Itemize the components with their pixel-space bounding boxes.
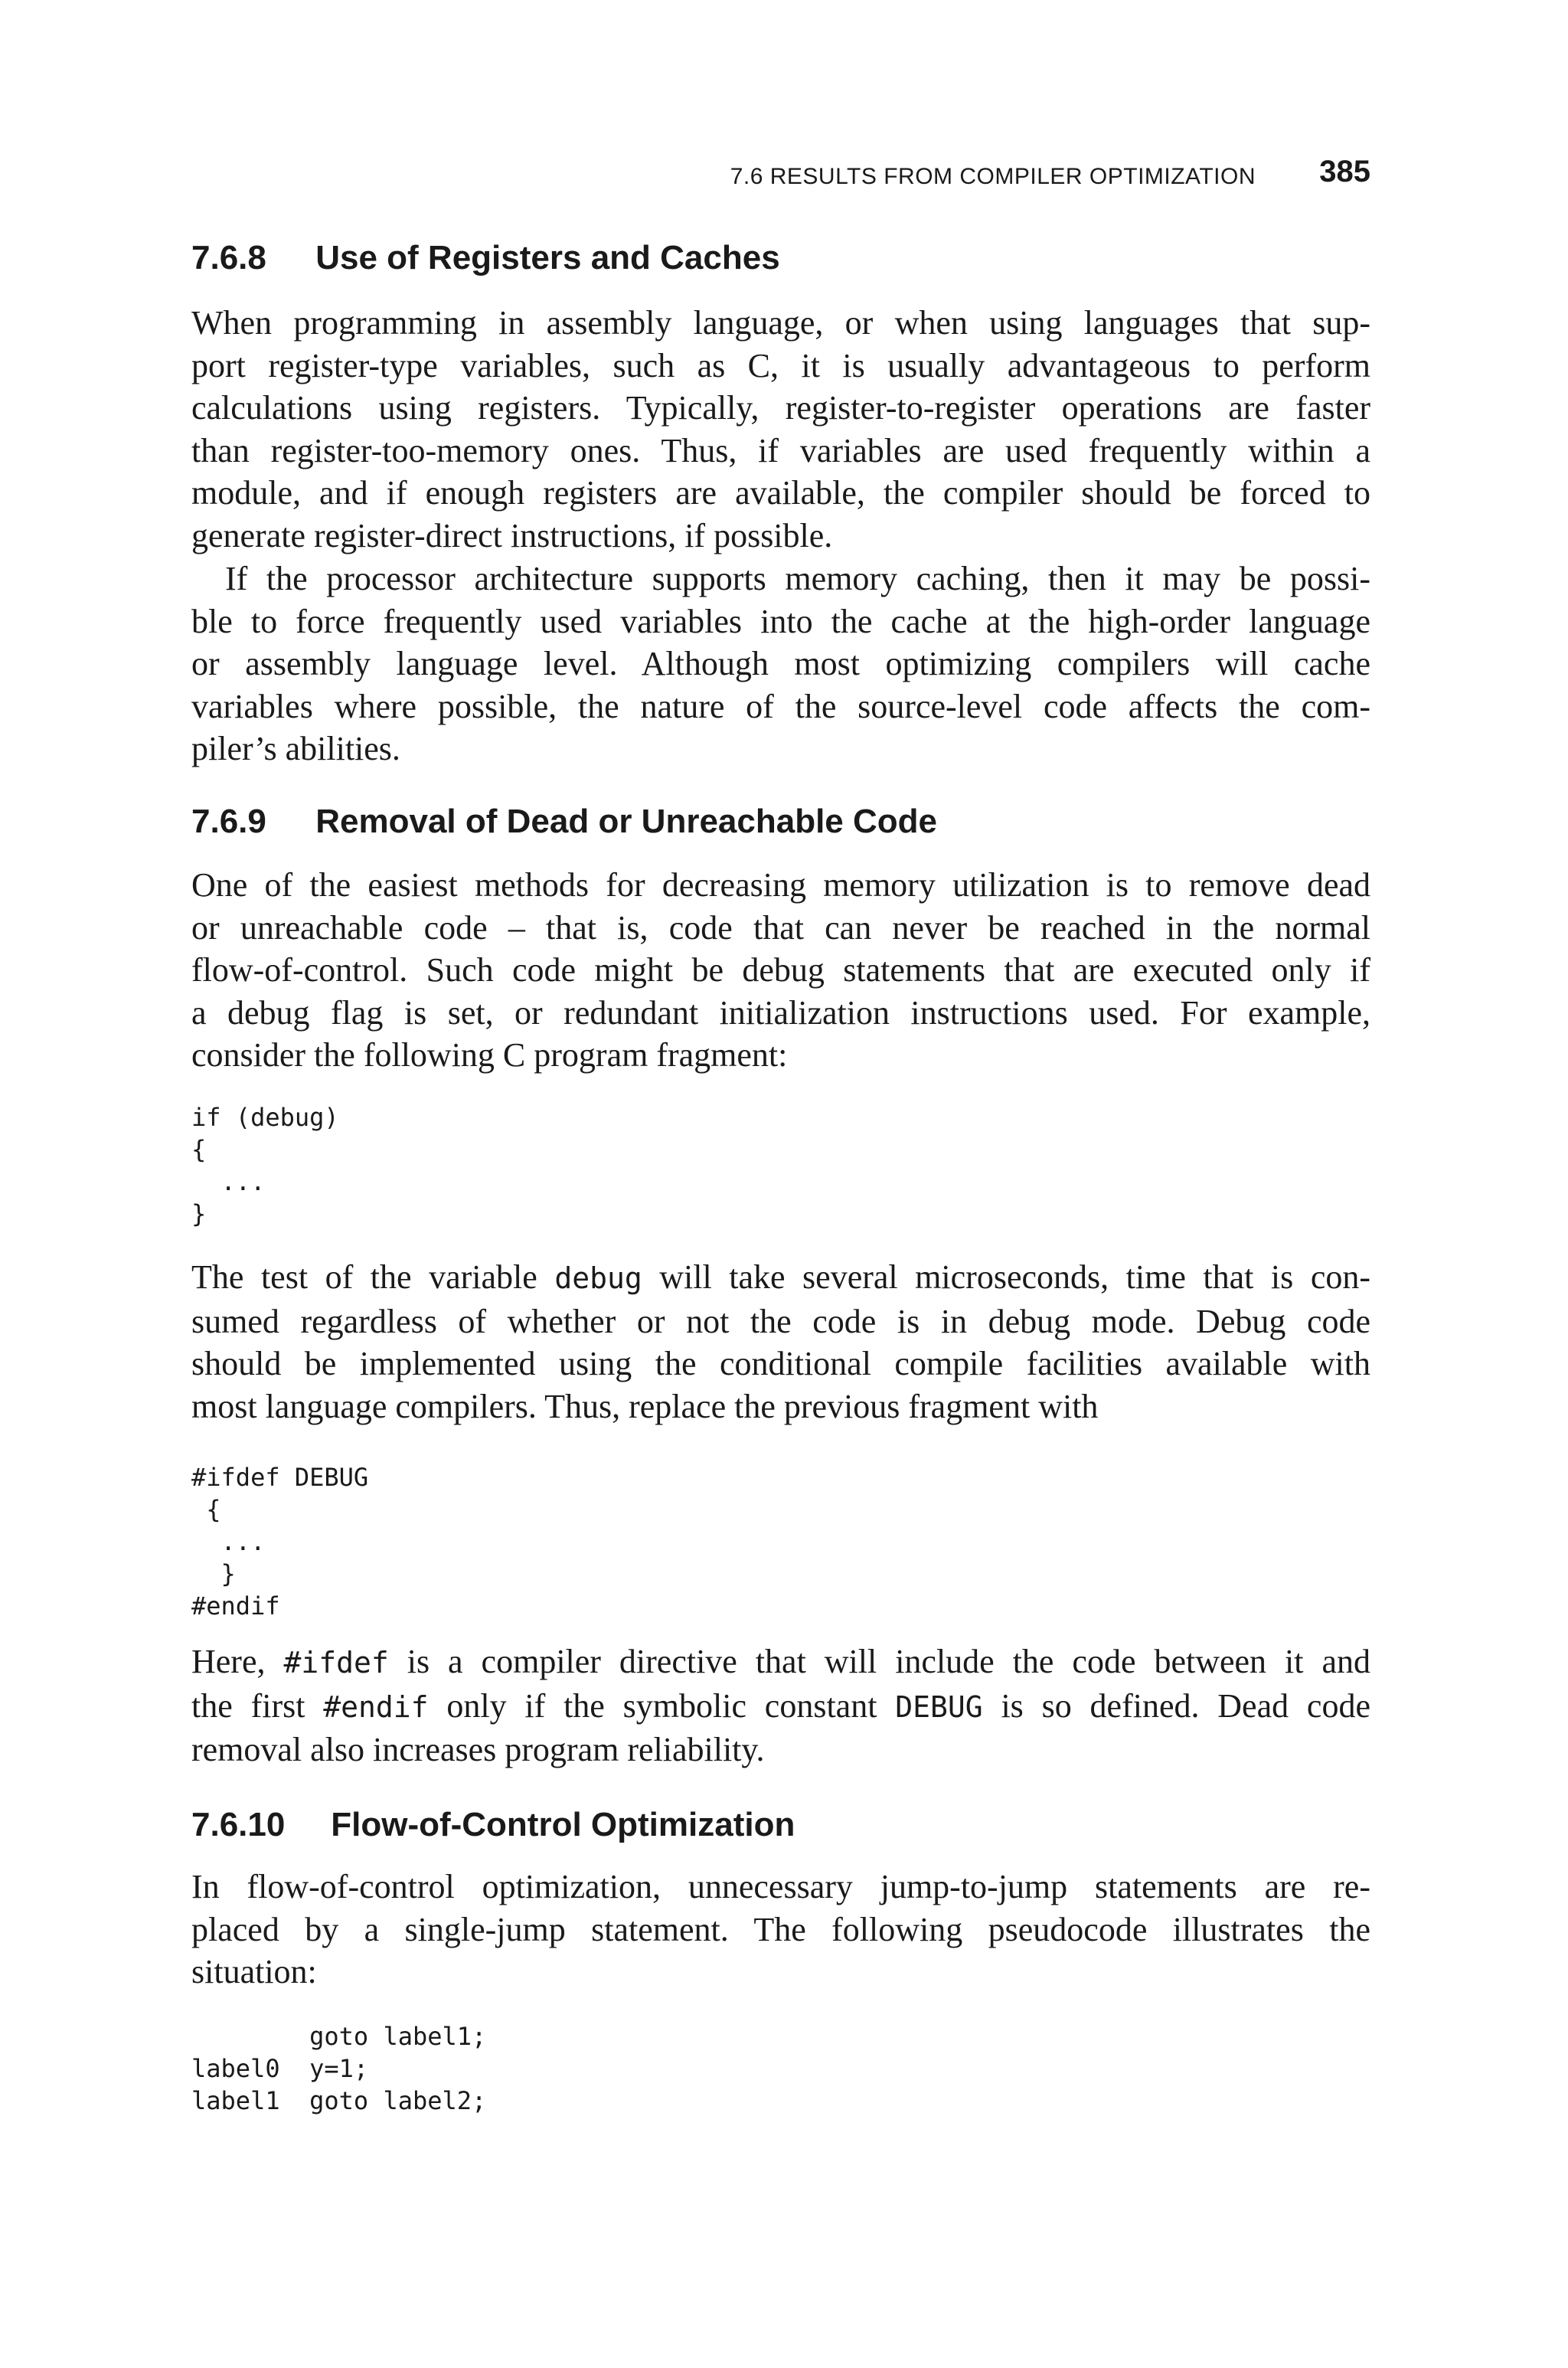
code-block-debug-if: if (debug) { ... } bbox=[191, 1103, 339, 1228]
text-line: the first #endif only if the symbolic constant DEBUG is so defined. Dead code bbox=[191, 1686, 1370, 1725]
inline-code: #endif bbox=[323, 1689, 429, 1724]
running-head bbox=[191, 153, 1370, 199]
paragraph-dead-code bbox=[191, 864, 1370, 1077]
paragraph-registers bbox=[191, 302, 1370, 558]
page-number: 385 bbox=[1319, 155, 1370, 188]
paragraph-ifdef-explanation bbox=[191, 1640, 1370, 1771]
text-line: Here, #ifdef is a compiler directive that will include the code between it and bbox=[191, 1643, 1370, 1680]
section-number: 7.6.9 bbox=[191, 803, 266, 840]
paragraph-caches bbox=[191, 558, 1370, 770]
text-line: In flow-of-control optimization, unnecessary jump-to-jump statements are re- bbox=[191, 1868, 1370, 1905]
text-line: piler’s abilities. bbox=[191, 730, 400, 768]
text-line: generate register-direct instructions, if possible. bbox=[191, 516, 833, 554]
code-block-goto-pseudocode: goto label1; label0 y=1; label1 goto label2; bbox=[191, 2022, 487, 2115]
text-line: consider the following C program fragment: bbox=[191, 1036, 788, 1074]
inline-code: debug bbox=[554, 1261, 642, 1295]
text-line: situation: bbox=[191, 1953, 317, 1991]
section-heading-7-6-10 bbox=[191, 1806, 795, 1844]
text-line: When programming in assembly language, or when using languages that sup- bbox=[191, 304, 1370, 342]
running-head-title: 7.6 RESULTS FROM COMPILER OPTIMIZATION bbox=[730, 164, 1256, 189]
section-title: Removal of Dead or Unreachable Code bbox=[315, 803, 937, 840]
section-heading-7-6-8 bbox=[191, 239, 780, 277]
text-line: port register-type variables, such as C, it is usually advantageous to perform bbox=[191, 346, 1370, 384]
text-line: module, and if enough registers are available, the compiler should be forced to bbox=[191, 474, 1370, 512]
text-line: One of the easiest methods for decreasing memory utilization is to remove dead bbox=[191, 866, 1370, 904]
text-line: a debug flag is set, or redundant initialization instructions used. For example, bbox=[191, 993, 1370, 1032]
text-line: flow-of-control. Such code might be debug statements that are executed only if bbox=[191, 951, 1370, 989]
text-line: removal also increases program reliability. bbox=[191, 1731, 765, 1769]
text-line: most language compilers. Thus, replace the previous fragment with bbox=[191, 1387, 1099, 1425]
section-title: Use of Registers and Caches bbox=[315, 239, 780, 276]
text-line: or unreachable code – that is, code that can never be reached in the normal bbox=[191, 908, 1370, 947]
text-line: If the processor architecture supports memory caching, then it may be possi- bbox=[225, 560, 1370, 597]
paragraph-flow-of-control bbox=[191, 1866, 1370, 1994]
inline-code: DEBUG bbox=[895, 1689, 983, 1724]
section-title: Flow-of-Control Optimization bbox=[331, 1806, 795, 1843]
text-line: The test of the variable debug will take several microseconds, time that is con- bbox=[191, 1258, 1370, 1296]
text-line: placed by a single-jump statement. The following pseudocode illustrates the bbox=[191, 1910, 1370, 1948]
text-line: variables where possible, the nature of the source-level code affects the com- bbox=[191, 687, 1370, 725]
text-line: ble to force frequently used variables into the cache at the high-order language bbox=[191, 602, 1370, 640]
text-line: calculations using registers. Typically, register-to-register operations are faster bbox=[191, 389, 1370, 427]
text-line: or assembly language level. Although most optimizing compilers will cache bbox=[191, 645, 1370, 683]
paragraph-debug-test bbox=[191, 1256, 1370, 1428]
section-number: 7.6.8 bbox=[191, 239, 266, 276]
inline-code: #ifdef bbox=[283, 1646, 389, 1680]
text-line: than register-too-memory ones. Thus, if variables are used frequently within a bbox=[191, 431, 1370, 469]
text-line: should be implemented using the conditional compile facilities available with bbox=[191, 1345, 1370, 1383]
text-line: sumed regardless of whether or not the code is in debug mode. Debug code bbox=[191, 1302, 1370, 1340]
section-heading-7-6-9 bbox=[191, 803, 937, 841]
code-block-ifdef: #ifdef DEBUG { ... } #endif bbox=[191, 1463, 369, 1621]
section-number: 7.6.10 bbox=[191, 1806, 286, 1843]
